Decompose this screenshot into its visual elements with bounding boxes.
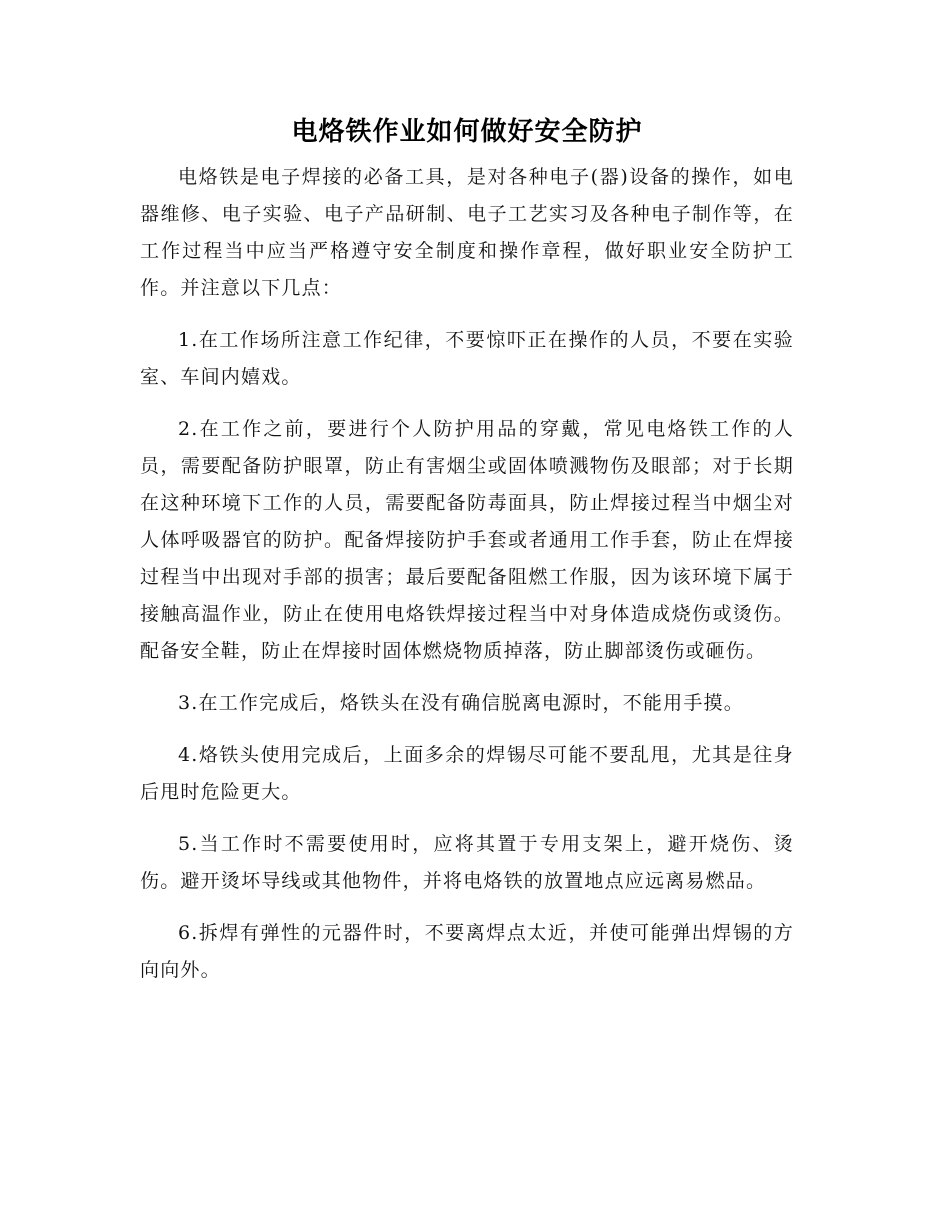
document-title: 电烙铁作业如何做好安全防护 — [291, 117, 643, 147]
intro-paragraph: 电烙铁是电子焊接的必备工具，是对各种电子(器)设备的操作，如电器维修、电子实验、电子产品研制、电子工艺实习及各种电子制作等，在工作过程当中应当严格遵守安全制度和操作章程，做好职业安全防护工作。并注意以下几点： — [140, 166, 794, 299]
point-2-paragraph: 2.在工作之前，要进行个人防护用品的穿戴，常见电烙铁工作的人员，需要配备防护眼罩，防止有害烟尘或固体喷溅物伤及眼部；对于长期在这种环境下工作的人员，需要配备防毒面具，防止焊接过程当中烟尘对人体呼吸器官的防护。配备焊接防护手套或者通用工作手套，防止在焊接过程当中出现对手部的损害；最后要配备阻燃工作服，因为该环境下属于接触高温作业，防止在使用电烙铁焊接过程当中对身体造成烧伤或烫伤。配备安全鞋，防止在焊接时固体燃烧物质掉落，防止脚部烫伤或砸伤。 — [140, 418, 794, 662]
point-4-paragraph: 4.烙铁头使用完成后，上面多余的焊锡尽可能不要乱甩，尤其是往身后甩时危险更大。 — [140, 744, 794, 803]
document-body — [140, 112, 794, 1004]
point-5-paragraph: 5.当工作时不需要使用时，应将其置于专用支架上，避开烧伤、烫伤。避开烫坏导线或其他物件，并将电烙铁的放置地点应远离易燃品。 — [140, 833, 794, 892]
point-1-paragraph: 1.在工作场所注意工作纪律，不要惊吓正在操作的人员，不要在实验室、车间内嬉戏。 — [140, 329, 794, 388]
point-6-paragraph: 6.拆焊有弹性的元器件时，不要离焊点太近，并使可能弹出焊锡的方向向外。 — [140, 922, 794, 981]
point-3-paragraph: 3.在工作完成后，烙铁头在没有确信脱离电源时，不能用手摸。 — [178, 692, 744, 714]
